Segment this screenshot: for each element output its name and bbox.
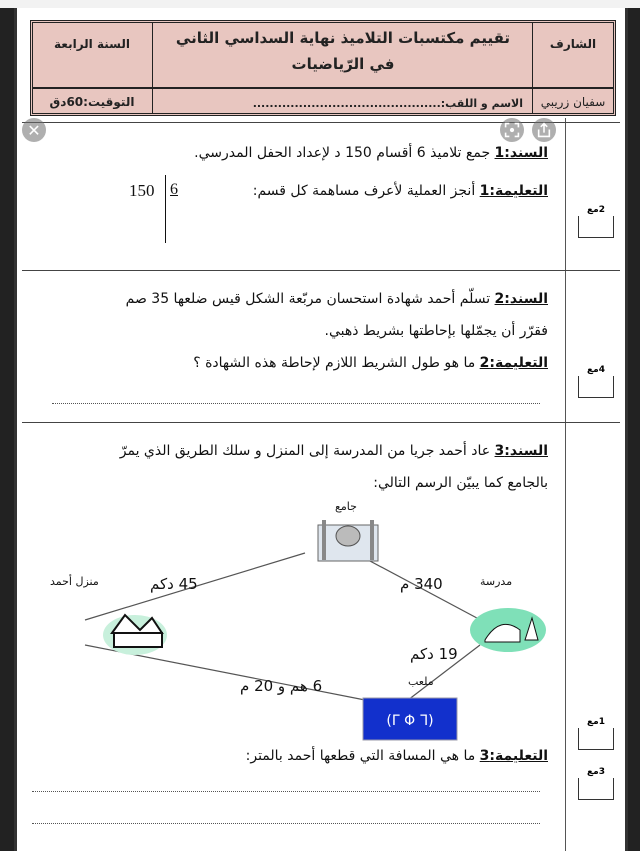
distance-stadium-home: 6 هم و 20 م <box>240 677 323 695</box>
school-label: مدرسة <box>480 575 513 588</box>
support-text: عاد أحمد جريا من المدرسة إلى المنزل و سلك الطريق الذي يمرّ <box>119 443 495 459</box>
exam-subject: في الرّياضيات <box>291 55 395 73</box>
score-box: 2مع <box>578 216 614 238</box>
name-field[interactable]: الاسم و اللقب:............................................. <box>252 97 523 110</box>
mosque-label: جامع <box>335 500 357 513</box>
close-button[interactable] <box>22 118 46 142</box>
exam-duration: التوقيت:60دق <box>49 95 135 109</box>
scan-button[interactable] <box>500 118 524 142</box>
distance-school-stadium: 19 دكم <box>410 645 458 663</box>
score-box: 1مع <box>578 728 614 750</box>
distance-mosque-school: 340 م <box>400 575 443 593</box>
task-label: التعليمة:1 <box>479 183 548 199</box>
grade-level: السنة الرابعة <box>54 37 130 51</box>
task-text: ما هو طول الشريط اللازم لإحاطة هذه الشهادة ؟ <box>193 355 480 371</box>
support-label: السند:2 <box>494 291 548 307</box>
stadium-label: ملعب <box>408 675 434 688</box>
support-text: جمع تلاميذ 6 أقسام 150 د لإعداد الحفل المدرسي. <box>194 145 495 161</box>
task-text: ما هي المسافة التي قطعها أحمد بالمتر: <box>245 748 480 764</box>
support-text-2: بالجامع كما يبيّن الرسم التالي: <box>373 475 548 491</box>
support-label: السند:3 <box>494 443 548 459</box>
home-label: منزل أحمد <box>50 575 99 588</box>
home-icon <box>103 615 167 655</box>
mosque-icon <box>318 520 378 561</box>
distance-home-mosque: 45 دكم <box>150 575 198 593</box>
task-label: التعليمة:2 <box>479 355 548 371</box>
support-text-2: فقرّر أن يجمّلها بإحاطتها بشريط ذهبي. <box>324 323 548 339</box>
support-text: تسلّم أحمد شهادة استحسان مربّعة الشكل قيس ضلعها 35 صم <box>125 291 495 307</box>
share-button[interactable] <box>532 118 556 142</box>
close-icon: ✕ <box>27 120 41 140</box>
dividend: 150 <box>129 181 155 200</box>
scan-icon <box>504 122 520 138</box>
task-label: التعليمة:3 <box>479 748 548 764</box>
school-icon <box>470 608 546 652</box>
share-icon <box>536 122 552 138</box>
exam-title: تقييم مكتسبات التلاميذ نهاية السداسي الثاني <box>175 29 511 47</box>
school-name: الشارف <box>549 37 597 51</box>
stadium-icon <box>363 698 457 740</box>
score-box: 3مع <box>578 778 614 800</box>
teacher-name: سفيان زريبي <box>540 95 606 109</box>
divisor: 6 <box>170 181 178 198</box>
support-label: السند:1 <box>494 145 548 161</box>
score-box: 4مع <box>578 376 614 398</box>
task-text: أنجز العملية لأعرف مساهمة كل قسم: <box>252 183 480 199</box>
svg-text:(ᒥ Φ ᒣ): (ᒥ Φ ᒣ) <box>386 713 434 729</box>
